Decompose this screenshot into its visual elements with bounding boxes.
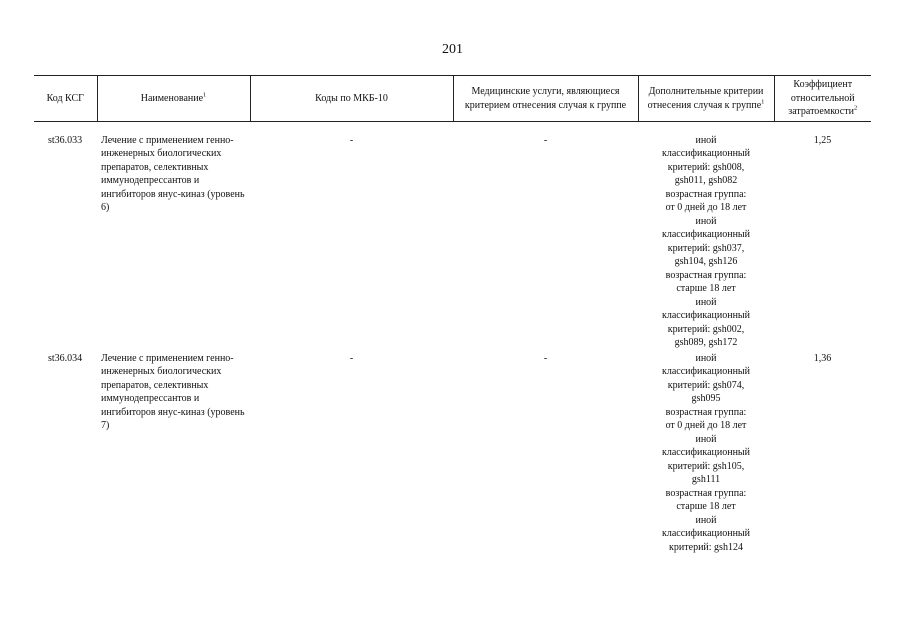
criteria-line: иной: [695, 215, 717, 227]
criteria-line: gsh011, gsh082: [674, 175, 738, 186]
criteria-line: классификационный: [662, 229, 750, 240]
criteria-line: иной: [695, 433, 717, 445]
row-name: Лечение с применением генно-инженерных биологических препаратов, селективных иммунодепрессантов и ингибиторов янус-киназ (уровень 6): [101, 134, 245, 213]
criteria-line: gsh104, gsh126: [674, 256, 738, 267]
row-criteria: [638, 352, 774, 557]
criteria-line: возрастная группа:: [665, 269, 747, 281]
criteria-line: возрастная группа:: [665, 188, 747, 200]
row-mkb: -: [349, 134, 354, 146]
table-spacer: [34, 122, 871, 134]
row-services: -: [543, 352, 548, 364]
criteria-line: gsh111: [691, 474, 721, 485]
criteria-line: старше 18 лет: [676, 283, 736, 294]
row-code: st36.033: [48, 134, 83, 146]
table-row: [34, 134, 871, 352]
criteria-line: классификационный: [662, 148, 750, 159]
ksg-table-container: [34, 75, 871, 556]
header-code: Код КСГ: [34, 76, 97, 122]
header-mkb: Коды по МКБ-10: [250, 76, 453, 122]
criteria-line: иной: [695, 134, 717, 146]
criteria-line: критерий: gsh008,: [667, 161, 745, 173]
criteria-line: классификационный: [662, 310, 750, 321]
page-number: 201: [442, 42, 463, 57]
criteria-line: критерий: gsh105,: [667, 460, 745, 472]
criteria-line: от 0 дней до 18 лет: [665, 420, 747, 431]
header-coefficient: Коэффициент относительной затратоемкости$^2$: [774, 76, 871, 122]
row-coefficient: 1,25: [813, 134, 832, 146]
row-code: st36.034: [48, 352, 83, 364]
row-coefficient: 1,36: [813, 352, 832, 364]
criteria-line: старше 18 лет: [676, 501, 736, 512]
criteria-line: gsh095: [691, 393, 721, 404]
header-name: Наименование$^1$: [97, 76, 250, 122]
criteria-line: возрастная группа:: [665, 406, 747, 418]
criteria-line: иной: [695, 352, 717, 364]
ksg-table: [34, 75, 871, 556]
criteria-line: классификационный: [662, 366, 750, 377]
table-row: [34, 352, 871, 557]
criteria-line: иной: [695, 514, 717, 526]
row-name: Лечение с применением генно-инженерных биологических препаратов, селективных иммунодепрессантов и ингибиторов янус-киназ (уровень 7): [101, 352, 245, 431]
criteria-line: критерий: gsh074,: [667, 379, 745, 391]
criteria-line: возрастная группа:: [665, 487, 747, 499]
criteria-line: критерий: gsh037,: [667, 242, 745, 254]
criteria-line: классификационный: [662, 447, 750, 458]
criteria-line: критерий: gsh124: [669, 541, 743, 553]
row-criteria: [638, 134, 774, 352]
criteria-line: gsh089, gsh172: [674, 337, 738, 348]
criteria-line: иной: [695, 296, 717, 308]
row-mkb: -: [349, 352, 354, 364]
table-header-row: [34, 76, 871, 122]
criteria-line: критерий: gsh002,: [667, 323, 745, 335]
criteria-line: классификационный: [662, 528, 750, 539]
criteria-line: от 0 дней до 18 лет: [665, 202, 747, 213]
header-additional-criteria: Дополнительные критерии отнесения случая к группе$^1$: [638, 76, 774, 122]
header-services: Медицинские услуги, являющиеся критерием отнесения случая к группе: [453, 76, 638, 122]
row-services: -: [543, 134, 548, 146]
